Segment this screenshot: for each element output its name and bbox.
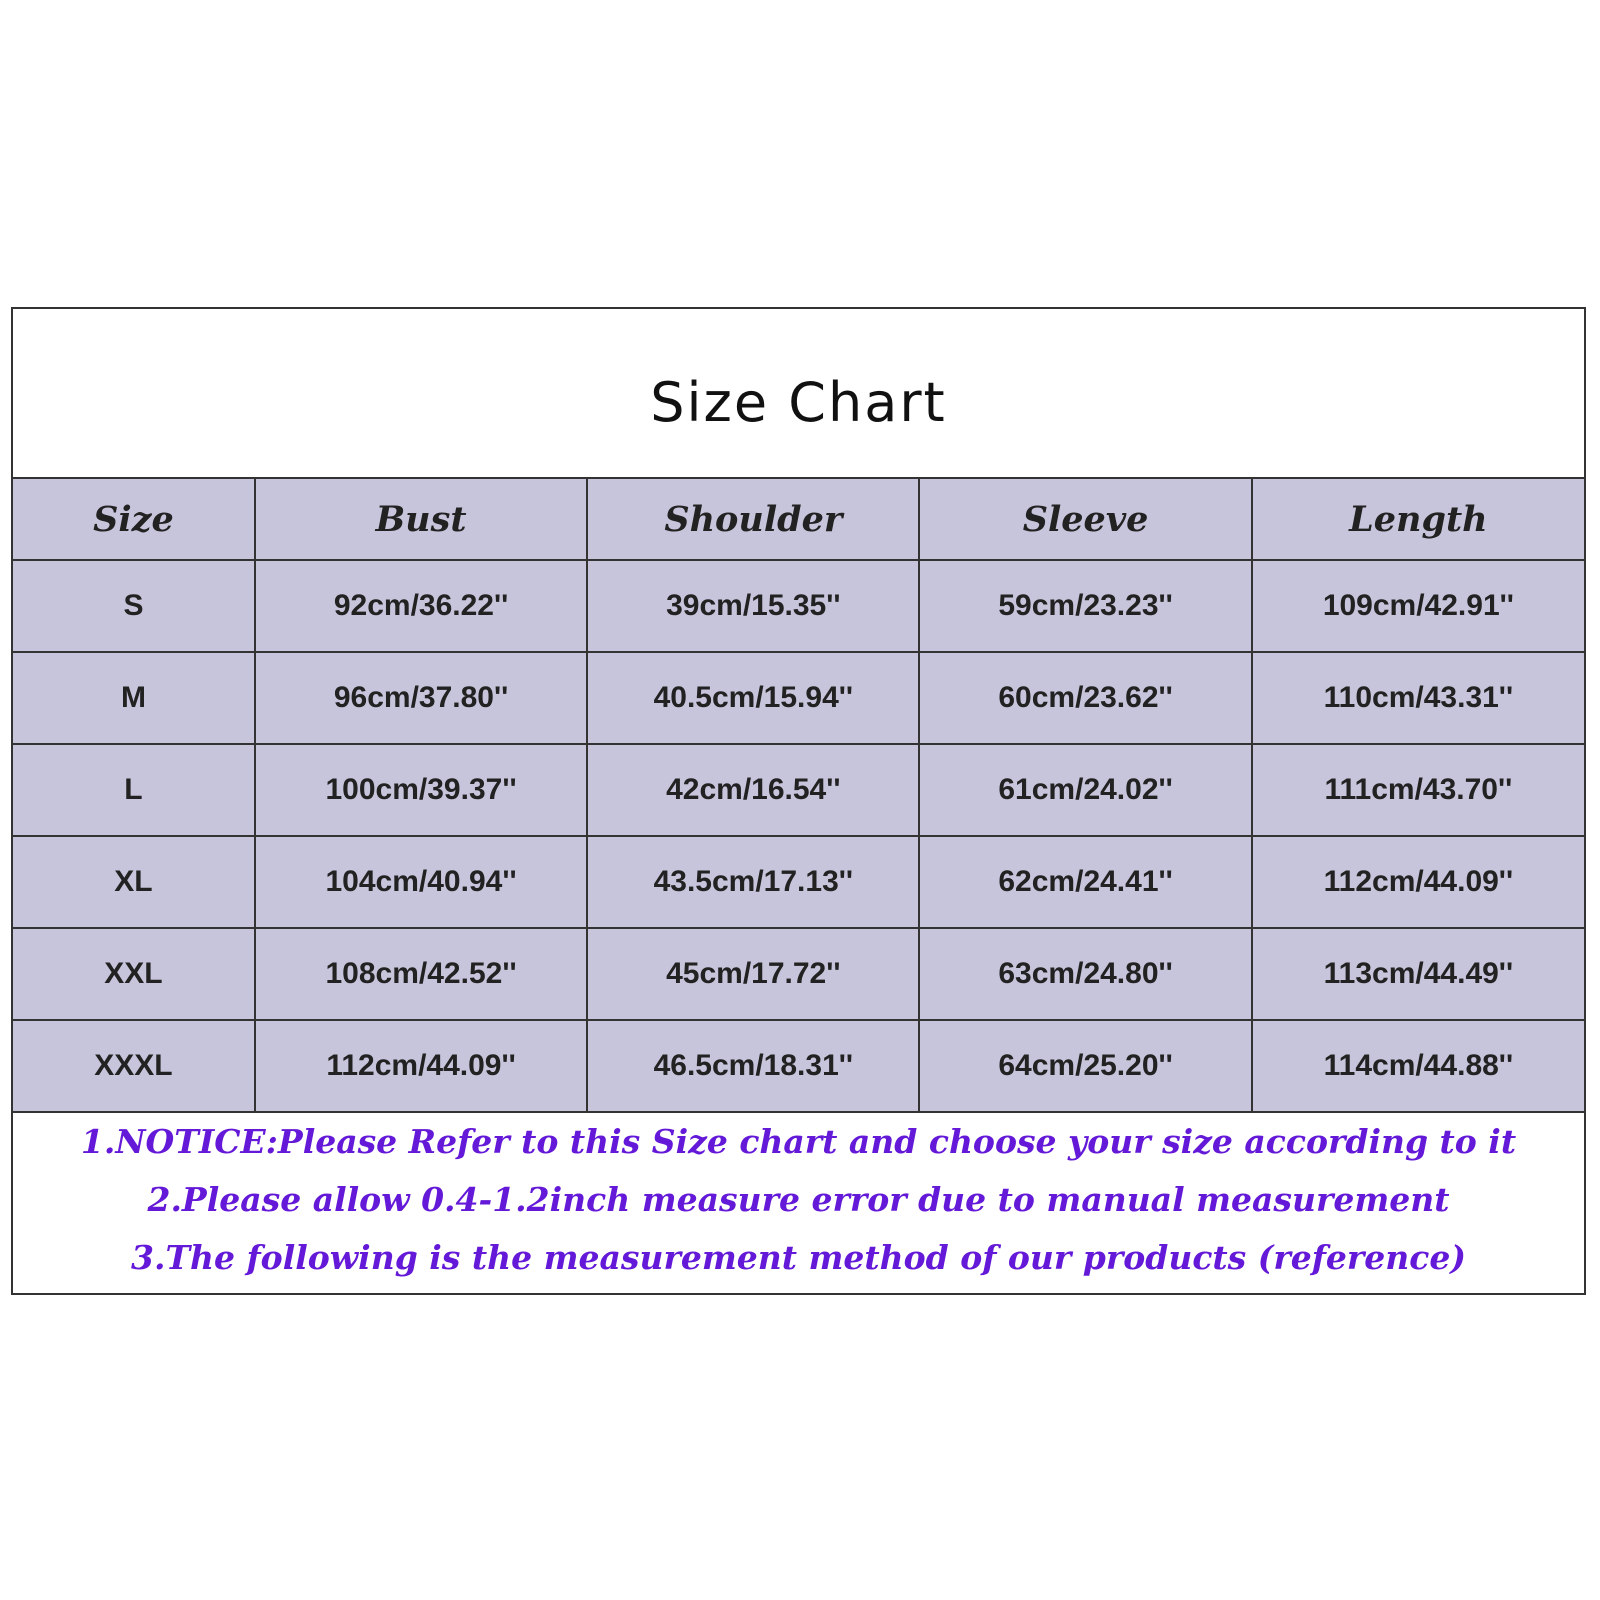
table-row — [13, 836, 1584, 928]
bust-cell: 112cm/44.09'' — [255, 1020, 587, 1112]
shoulder-cell: 42cm/16.54'' — [587, 744, 919, 836]
note-line-method: 3.The following is the measurement method of our products (reference) — [131, 1238, 1466, 1277]
header-size: Size — [13, 478, 255, 560]
size-cell: M — [13, 652, 255, 744]
length-cell: 112cm/44.09'' — [1252, 836, 1584, 928]
header-shoulder: Shoulder — [587, 478, 919, 560]
shoulder-cell: 43.5cm/17.13'' — [587, 836, 919, 928]
bust-cell: 104cm/40.94'' — [255, 836, 587, 928]
length-cell: 109cm/42.91'' — [1252, 560, 1584, 652]
table-row — [13, 928, 1584, 1020]
table-row — [13, 652, 1584, 744]
size-table — [13, 477, 1584, 1113]
sleeve-cell: 63cm/24.80'' — [919, 928, 1251, 1020]
size-cell: XXXL — [13, 1020, 255, 1112]
size-cell: S — [13, 560, 255, 652]
table-row — [13, 560, 1584, 652]
length-cell: 111cm/43.70'' — [1252, 744, 1584, 836]
note-line-notice: 1.NOTICE:Please Refer to this Size chart and choose your size according to it — [80, 1122, 1517, 1161]
notes — [13, 1107, 1584, 1293]
shoulder-cell: 46.5cm/18.31'' — [587, 1020, 919, 1112]
sleeve-cell: 60cm/23.62'' — [919, 652, 1251, 744]
bust-cell: 100cm/39.37'' — [255, 744, 587, 836]
sleeve-cell: 61cm/24.02'' — [919, 744, 1251, 836]
note-line-error: 2.Please allow 0.4-1.2inch measure error due to manual measurement — [147, 1180, 1450, 1219]
size-cell: L — [13, 744, 255, 836]
shoulder-cell: 39cm/15.35'' — [587, 560, 919, 652]
length-cell: 113cm/44.49'' — [1252, 928, 1584, 1020]
table-row — [13, 1020, 1584, 1112]
header-bust: Bust — [255, 478, 587, 560]
bust-cell: 96cm/37.80'' — [255, 652, 587, 744]
table-row — [13, 744, 1584, 836]
sleeve-cell: 62cm/24.41'' — [919, 836, 1251, 928]
size-cell: XXL — [13, 928, 255, 1020]
header-sleeve: Sleeve — [919, 478, 1251, 560]
length-cell: 114cm/44.88'' — [1252, 1020, 1584, 1112]
sleeve-cell: 59cm/23.23'' — [919, 560, 1251, 652]
header-length: Length — [1252, 478, 1584, 560]
bust-cell: 92cm/36.22'' — [255, 560, 587, 652]
size-cell: XL — [13, 836, 255, 928]
bust-cell: 108cm/42.52'' — [255, 928, 587, 1020]
shoulder-cell: 40.5cm/15.94'' — [587, 652, 919, 744]
chart-title: Size Chart — [650, 370, 947, 434]
sleeve-cell: 64cm/25.20'' — [919, 1020, 1251, 1112]
shoulder-cell: 45cm/17.72'' — [587, 928, 919, 1020]
size-chart — [11, 307, 1586, 1295]
length-cell: 110cm/43.31'' — [1252, 652, 1584, 744]
title-area — [13, 309, 1584, 477]
header-row — [13, 478, 1584, 560]
